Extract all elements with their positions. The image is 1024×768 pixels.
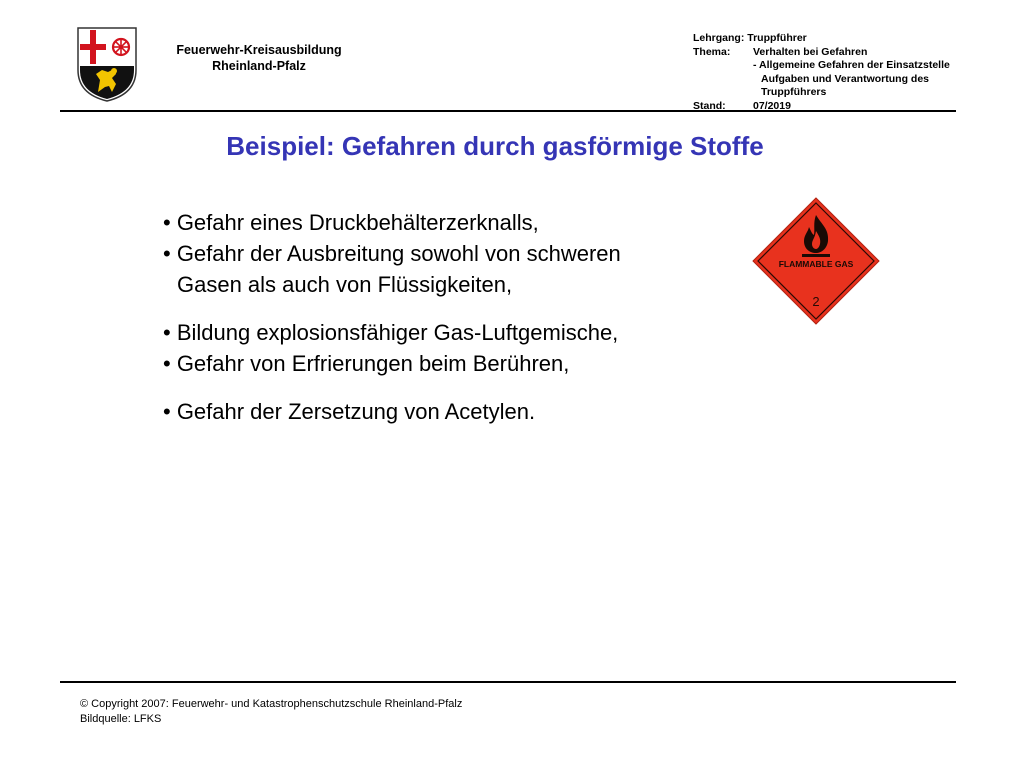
stand-label: Stand: [693,99,726,112]
topic-sub-1: - Allgemeine Gefahren der Einsatzstelle [753,59,950,71]
bullet-5: • Gefahr der Zersetzung von Acetylen. [163,399,536,424]
coat-of-arms-logo [76,26,138,102]
topic-sub-2: Aufgaben und Verantwortung des [761,72,930,85]
course-info [693,32,993,113]
footer-divider [60,681,956,683]
hazard-class-number: 2 [812,294,820,309]
course-label: Lehrgang: [693,32,745,44]
slide-title: Beispiel: Gefahren durch gasförmige Stoffe [226,131,764,161]
organization-name [150,42,368,74]
bullet-3: • Bildung explosionsfähiger Gas-Luftgemische, [163,320,619,345]
bullet-list [163,207,723,427]
flammable-gas-sign-icon [752,197,880,325]
bullet-2: • Gefahr der Ausbreitung sowohl von schweren [163,241,621,266]
course-value: Truppführer [747,32,807,44]
org-line-1: Feuerwehr-Kreisausbildung [176,43,342,57]
image-source-text: Bildquelle: LFKS [80,713,162,725]
bullet-4: • Gefahr von Erfrierungen beim Berühren, [163,351,570,376]
org-line-2: Rheinland-Pfalz [212,59,306,73]
bullet-2-continuation: Gasen als auch von Flüssigkeiten, [177,272,513,297]
stand-value: 07/2019 [753,99,791,112]
hazard-sign-label: FLAMMABLE GAS [778,259,854,269]
bullet-1: • Gefahr eines Druckbehälterzerknalls, [163,210,539,235]
topic-label: Thema: [693,45,731,58]
header-divider [60,110,956,112]
topic-value: Verhalten bei Gefahren [753,45,868,58]
copyright-text: © Copyright 2007: Feuerwehr- und Katastrophenschutzschule Rheinland-Pfalz [80,698,463,710]
topic-sub-3: Truppführers [761,86,827,98]
footer [80,697,462,727]
